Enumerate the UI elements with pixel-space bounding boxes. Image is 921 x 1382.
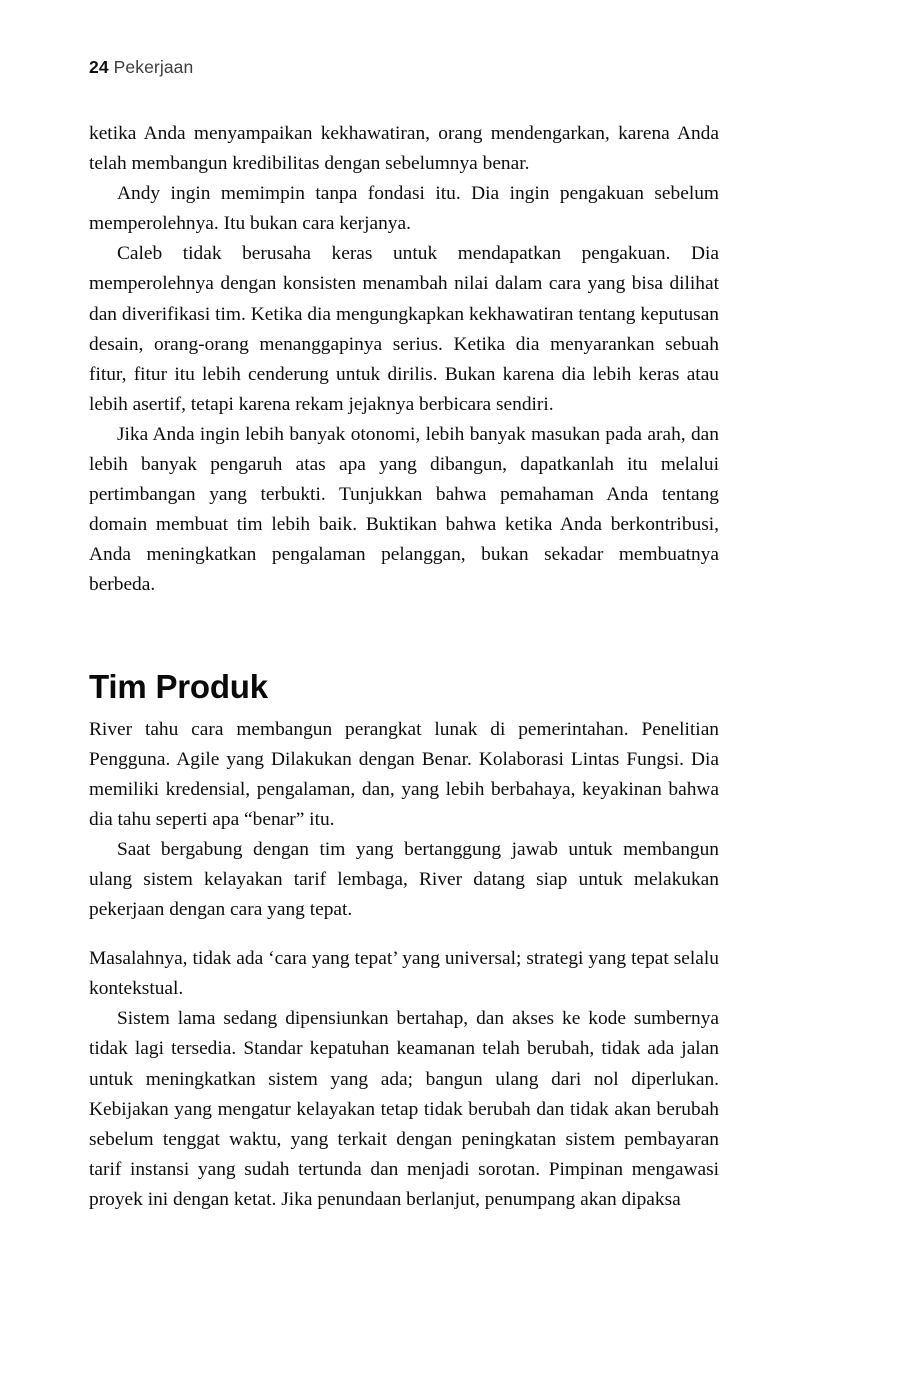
paragraph: ketika Anda menyampaikan kekhawatiran, orang mendengarkan, karena Anda telah membangun kredibilitas dengan sebelumnya benar. [89, 123, 719, 175]
tim-produk-section [89, 601, 719, 1216]
paragraph: Andy ingin memimpin tanpa fondasi itu. Dia ingin pengakuan sebelum memperolehnya. Itu bukan cara kerjanya. [89, 183, 719, 235]
paragraph: Caleb tidak berusaha keras untuk mendapatkan pengakuan. Dia memperolehnya dengan konsisten menambah nilai dalam cara yang bisa dilihat dan diverifikasi tim. Ketika dia mengungkapkan kekhawatiran tentang keputusan desain, orang-orang menanggapinya serius. Ketika dia menyarankan sebuah fitur, fitur itu lebih cenderung untuk dirilis. Bukan karena dia lebih keras atau lebih asertif, tetapi karena rekam jejaknya berbicara sendiri. [89, 243, 719, 415]
running-header [89, 56, 719, 78]
text-column [89, 0, 719, 1215]
paragraph: River tahu cara membangun perangkat lunak di pemerintahan. Penelitian Pengguna. Agile yang Dilakukan dengan Benar. Kolaborasi Lintas Fungsi. Dia memiliki kredensial, pengalaman, dan, yang lebih berbahaya, keyakinan bahwa dia tahu seperti apa “benar” itu. [89, 718, 719, 830]
page-number: 24 [89, 57, 109, 77]
continued-section [89, 119, 719, 601]
paragraph: Jika Anda ingin lebih banyak otonomi, lebih banyak masukan pada arah, dan lebih banyak pengaruh atas apa yang dibangun, dapatkanlah itu melalui pertimbangan yang terbukti. Tunjukkan bahwa pemahaman Anda tentang domain membuat tim lebih baik. Buktikan bahwa ketika Anda berkontribusi, Anda meningkatkan pengalaman pelanggan, bukan sekadar membuatnya berbeda. [89, 423, 719, 596]
paragraph: Saat bergabung dengan tim yang bertanggung jawab untuk membangun ulang sistem kelayakan tarif lembaga, River datang siap untuk melakukan pekerjaan dengan cara yang tepat. [89, 838, 719, 921]
section-heading: Tim Produk [89, 667, 268, 705]
paragraph: Masalahnya, tidak ada ‘cara yang tepat’ yang universal; strategi yang tepat selalu kontekstual. [89, 948, 719, 1000]
paragraph: Sistem lama sedang dipensiunkan bertahap, dan akses ke kode sumbernya tidak lagi tersedia. Standar kepatuhan keamanan telah berubah, tidak ada jalan untuk meningkatkan sistem yang ada; bangun ulang dari nol diperlukan. Kebijakan yang mengatur kelayakan tetap tidak berubah dan tidak akan berubah sebelum tenggat waktu, yang terkait dengan peningkatan sistem pembayaran tarif instansi yang sudah tertunda dan menjadi sorotan. Pimpinan mengawasi proyek ini dengan ketat. Jika penundaan berlanjut, penumpang akan dipaksa [89, 1008, 719, 1210]
chapter-title: Pekerjaan [113, 57, 194, 77]
